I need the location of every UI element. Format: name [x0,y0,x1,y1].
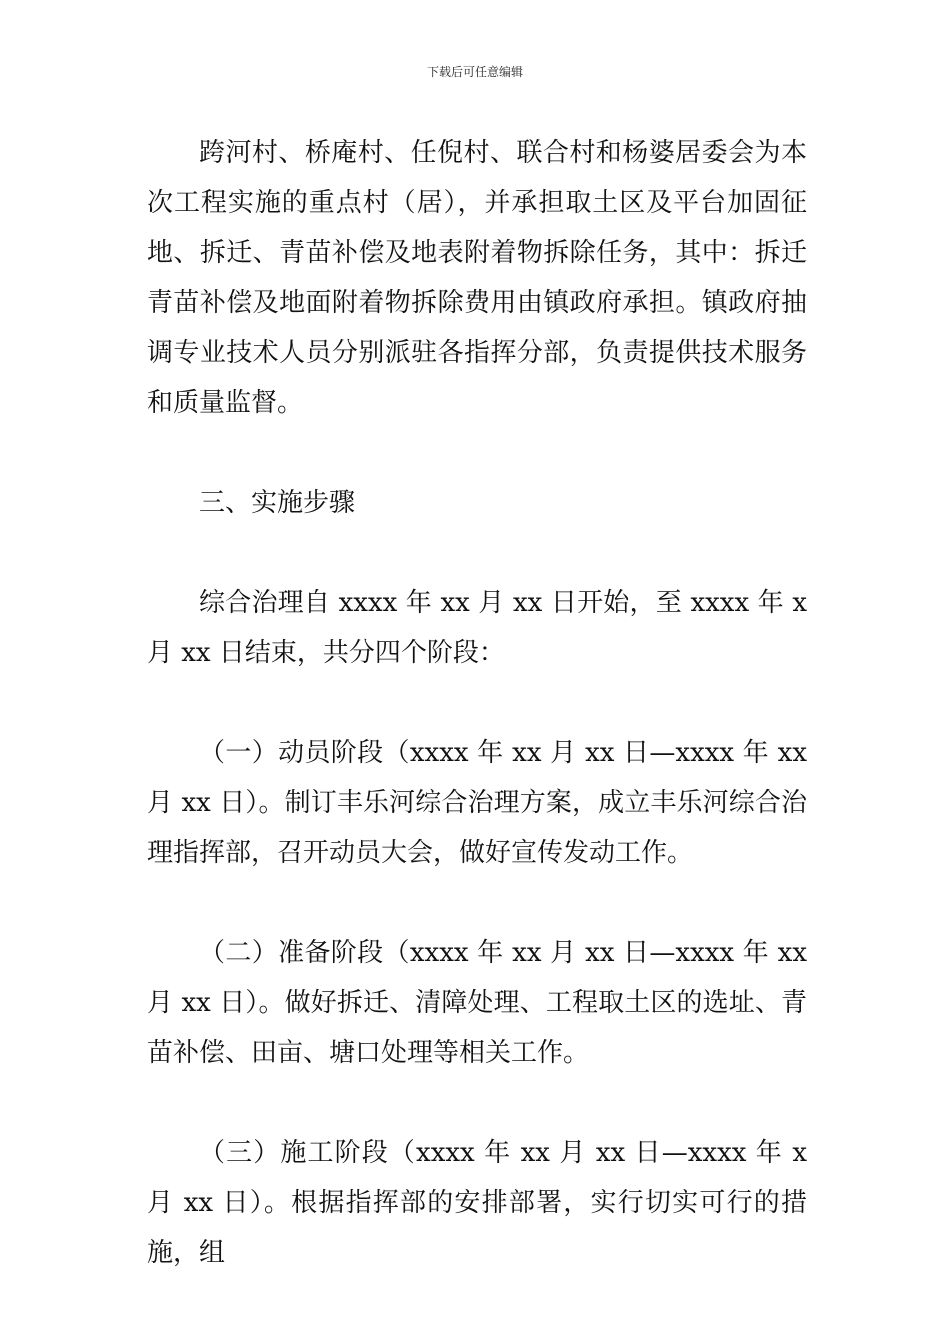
paragraph-task-assignment: 跨河村、桥庵村、任倪村、联合村和杨婆居委会为本次工程实施的重点村（居），并承担取土区及平台加固征地、拆迁、青苗补偿及地表附着物拆除任务，其中：拆迁青苗补偿及地面附着物拆除费用由镇政府承担。镇政府抽调专业技术人员分别派驻各指挥分部，负责提供技术服务和质量监督。 [147,138,807,418]
paragraph-gap [147,428,807,478]
paragraph-stage-mobilization: （一）动员阶段（xxxx 年 xx 月 xx 日—xxxx 年 xx 月 xx 日）。制订丰乐河综合治理方案，成立丰乐河综合治理指挥部，召开动员大会，做好宣传发动工作。 [147,738,807,868]
section-heading-implementation-steps: 三、实施步骤 [199,488,356,518]
paragraph-gap [147,528,807,578]
paragraph-gap [147,1078,807,1128]
document-body [147,128,807,1278]
paragraph-gap [147,678,807,728]
page-header: 下载后可任意编辑 [426,65,523,79]
paragraph-stage-construction: （三）施工阶段（xxxx 年 xx 月 xx 日—xxxx 年 x 月 xx 日）。根据指挥部的安排部署，实行切实可行的措施，组 [147,1138,807,1268]
paragraph-schedule-overview: 综合治理自 xxxx 年 xx 月 xx 日开始，至 xxxx 年 x 月 xx 日结束，共分四个阶段： [147,588,807,668]
paragraph-stage-preparation: （二）准备阶段（xxxx 年 xx 月 xx 日—xxxx 年 xx 月 xx 日）。做好拆迁、清障处理、工程取土区的选址、青苗补偿、田亩、塘口处理等相关工作。 [147,938,807,1068]
paragraph-gap [147,878,807,928]
